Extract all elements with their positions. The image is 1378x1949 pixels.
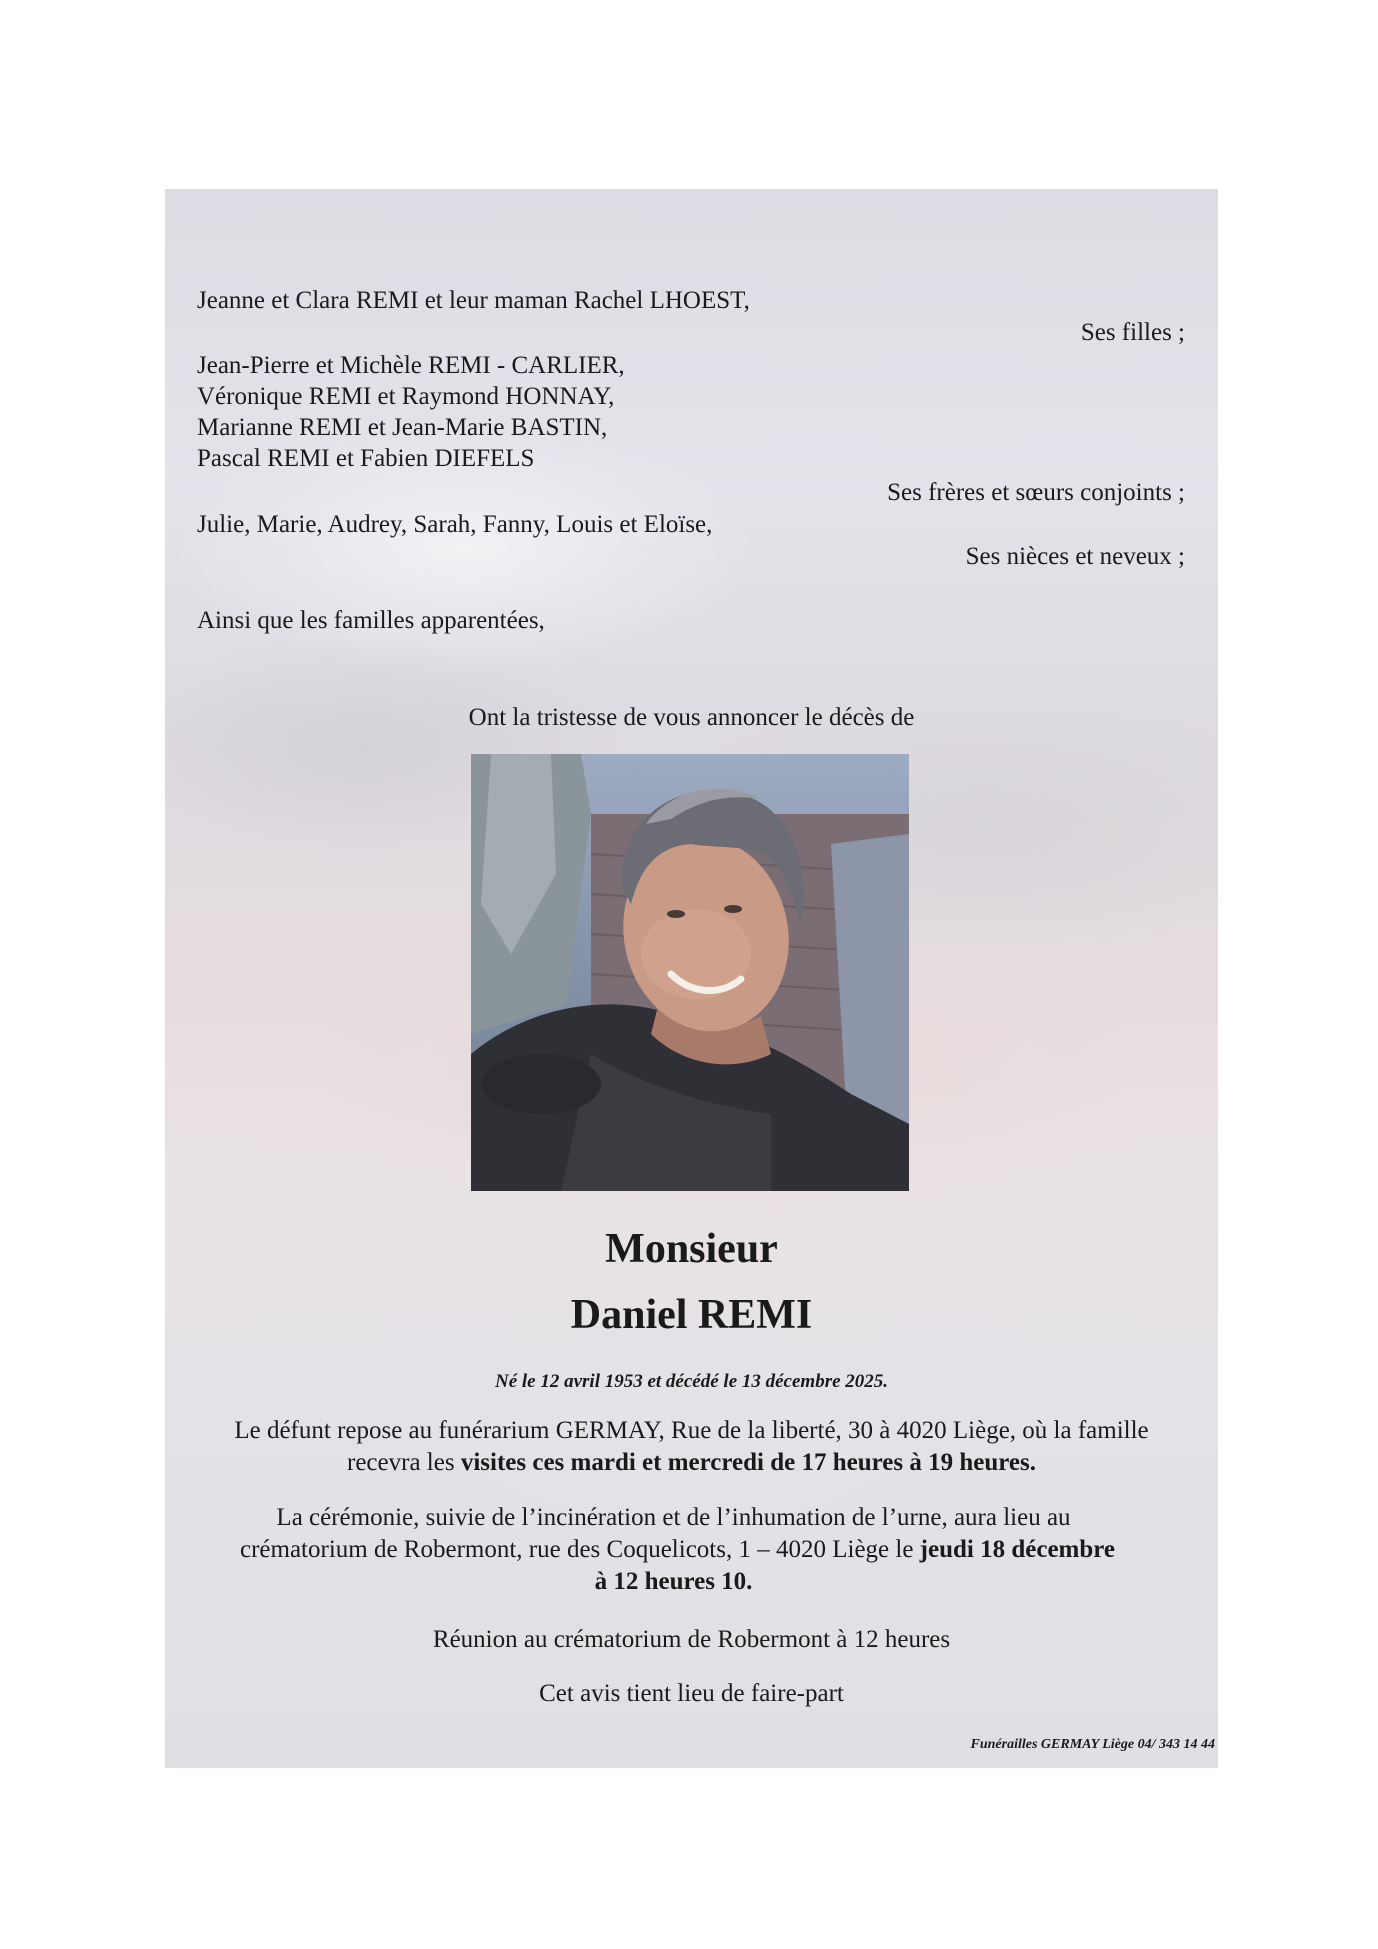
deceased-name: Daniel REMI <box>570 1292 813 1338</box>
notice-line: Cet avis tient lieu de faire-part <box>539 1680 844 1707</box>
relatives-line: Ainsi que les familles apparentées, <box>197 607 545 634</box>
announcement: Ont la tristesse de vous annoncer le décès de <box>468 704 915 731</box>
rest-line-1: Le défunt repose au funérarium GERMAY, Rue de la liberté, 30 à 4020 Liège, où la famille <box>234 1417 1149 1444</box>
ceremony-line-2 <box>165 1535 1204 1565</box>
rest-line-2 <box>165 1448 1218 1478</box>
meeting-line: Réunion au crématorium de Robermont à 12 heures <box>432 1626 951 1653</box>
sibling-line: Jean-Pierre et Michèle REMI - CARLIER, <box>197 352 625 379</box>
daughters-label: Ses filles ; <box>1080 319 1185 346</box>
footer-credit: Funérailles GERMAY Liège 04/ 343 14 44 <box>970 1737 1215 1752</box>
deceased-title: Monsieur <box>605 1226 778 1272</box>
sibling-line: Marianne REMI et Jean-Marie BASTIN, <box>197 414 608 441</box>
sibling-line: Véronique REMI et Raymond HONNAY, <box>197 383 615 410</box>
ceremony-date: jeudi 18 décembre <box>919 1536 1116 1563</box>
nephews-line: Julie, Marie, Audrey, Sarah, Fanny, Louis et Eloïse, <box>197 511 713 538</box>
rest-line-2-text: recevra les <box>347 1449 461 1476</box>
obituary-card <box>165 189 1218 1768</box>
portrait-photo <box>471 754 909 1191</box>
birth-death-dates: Né le 12 avril 1953 et décédé le 13 décembre 2025. <box>494 1371 889 1392</box>
ceremony-time: à 12 heures 10. <box>594 1568 753 1595</box>
daughters-line: Jeanne et Clara REMI et leur maman Rachel LHOEST, <box>197 287 750 314</box>
ceremony-line-1: La cérémonie, suivie de l’incinération et de l’inhumation de l’urne, aura lieu au <box>276 1504 1071 1531</box>
siblings-label: Ses frères et sœurs conjoints ; <box>887 479 1185 506</box>
nephews-label: Ses nièces et neveux ; <box>965 543 1185 570</box>
ceremony-line-2-text: crématorium de Robermont, rue des Coquelicots, 1 – 4020 Liège le <box>239 1536 920 1563</box>
sibling-line: Pascal REMI et Fabien DIEFELS <box>197 445 535 472</box>
ceremony-line-3 <box>165 1567 1200 1597</box>
visiting-hours: visites ces mardi et mercredi de 17 heures à 19 heures. <box>460 1449 1036 1476</box>
